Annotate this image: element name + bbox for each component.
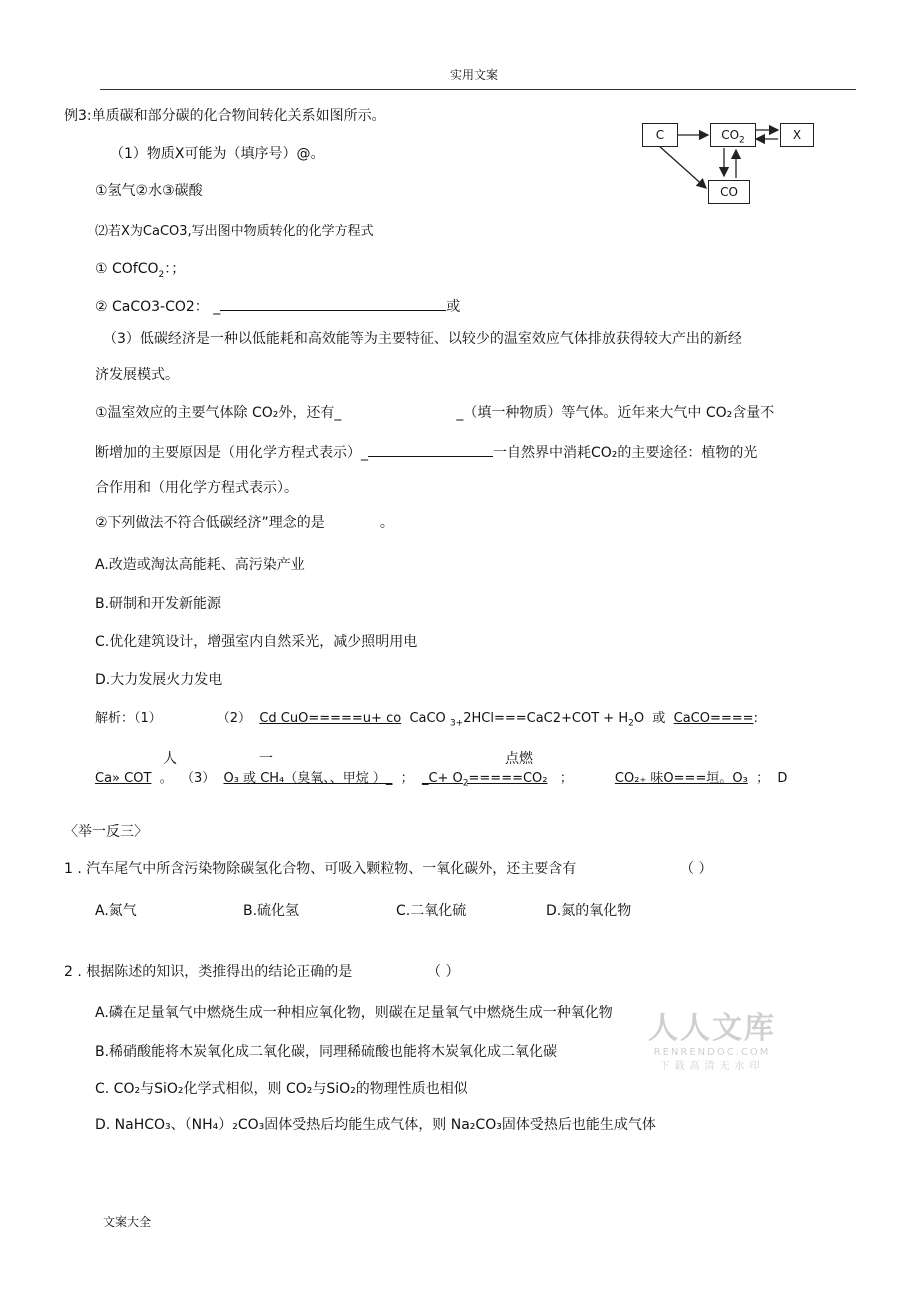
watermark-url: RENRENDOC.COM (653, 1047, 771, 1058)
analysis-above-3: 点燃 (505, 751, 533, 767)
example3-option-b: B.研制和开发新能源 (95, 596, 222, 612)
diagram-box-co2 (710, 123, 756, 147)
example3-q2a-text: ① COfCO (95, 261, 159, 277)
practice-q1-option-d: D.氮的氧化物 (546, 903, 632, 919)
header-title: 实用文案 (450, 68, 499, 82)
example3-q1-options: ①氢气②水③碳酸 (95, 183, 203, 199)
practice-q1-option-a: A.氮气 (95, 903, 137, 919)
analysis-line2 (95, 770, 787, 793)
example3-q2b-text: ② CaCO3-CO2： _ (95, 299, 221, 315)
analysis-colon: : (753, 711, 758, 726)
example3-q3a-line2 (95, 442, 757, 462)
practice-q1-paren: （ ） (680, 861, 713, 877)
analysis-eq2-a: CaCO (409, 711, 450, 726)
analysis-ans-c-tail: =====CO₂ (468, 771, 548, 786)
analysis-eq2-c: O (633, 711, 645, 726)
example3-q3b-tail: 。 (379, 515, 394, 531)
example3-q2b-tail: 或 (446, 299, 461, 315)
example3-q2b-blank (220, 296, 446, 311)
analysis-semi-1: ； (400, 771, 414, 786)
example3-q3a-line2-a: 断增加的主要原因是（用化学方程式表示）_ (95, 445, 368, 461)
example3-option-c: C.优化建筑设计，增强室内自然采光，减少照明用电 (95, 634, 418, 650)
diagram-label-co: CO (720, 185, 738, 199)
analysis-part3: （3） (180, 771, 216, 786)
analysis-eq4: Ca» COT (95, 771, 152, 786)
practice-q1-option-c: C.二氧化硫 (396, 903, 467, 919)
example3-q3a-line3: 合作用和（用化学方程式表示）。 (95, 480, 298, 496)
analysis-part2: （2） (216, 711, 252, 726)
analysis-above-1: 人 (163, 751, 177, 767)
example3-intro: 例3:单质碳和部分碳的化合物间转化关系如图所示。 (64, 108, 386, 124)
diagram-box-x (780, 123, 814, 147)
analysis-label: 解析：（1） (95, 711, 162, 726)
example3-q2-intro: ⑵若X为CaCO3,写出图中物质转化的化学方程式 (95, 224, 374, 239)
footer-text: 文案大全 (103, 1215, 152, 1229)
example3-q1: （1）物质X可能为（填序号）@。 (110, 146, 325, 162)
analysis-dot: 。 (159, 771, 173, 786)
example3-q2b (95, 296, 460, 316)
example3-q3a-line2-b: 一自然界中消耗CO₂的主要途径：植物的光 (493, 445, 758, 461)
header-divider (100, 89, 856, 90)
example3-q3-line1: （3）低碳经济是一种以低能耗和高效能等为主要特征、以较少的温室效应气体排放获得较大产出的新经 (103, 331, 742, 347)
practice-q2: 2 . 根据陈述的知识，类推得出的结论正确的是 (64, 964, 353, 980)
analysis-above-2: 一 (259, 751, 273, 767)
watermark-title: 人人文库 (648, 1011, 776, 1046)
diagram-box-c (642, 123, 678, 147)
practice-heading: 〈举一反三〉 (64, 824, 148, 840)
analysis-ans-c-a: _C+ O (421, 771, 463, 786)
analysis-ans-c-sub: 2 (462, 778, 469, 789)
analysis-eq2-b: 2HCl===CaC2+COT + H (463, 711, 629, 726)
diagram-label-c: C (655, 128, 665, 142)
analysis-eq1: Cd CuO=====u+ co (259, 711, 402, 726)
watermark (648, 1012, 776, 1074)
diagram-label-co2: CO (721, 128, 740, 142)
example3-q3a-line1-b: _（填一种物质）等气体。近年来大气中 CO₂含量不 (456, 405, 775, 421)
analysis-line1 (95, 710, 758, 733)
analysis-ans-c (421, 771, 548, 789)
analysis-eq2-sub: 3+ (449, 718, 464, 729)
practice-q2-option-c: C. CO₂与SiO₂化学式相似，则 CO₂与SiO₂的物理性质也相似 (95, 1081, 468, 1097)
example3-q2a-tail: ：； (164, 261, 186, 277)
practice-q2-option-b: B.稀硝酸能将木炭氧化成二氧化碳，同理稀硫酸也能将木炭氧化成二氧化碳 (95, 1044, 558, 1060)
practice-q2-option-a: A.磷在足量氧气中燃烧生成一种相应氧化物，则碳在足量氧气中燃烧生成一种氧化物 (95, 1005, 613, 1021)
analysis-semi-2: ； (559, 771, 573, 786)
practice-q1: 1 . 汽车尾气中所含污染物除碳氢化合物、可吸入颗粒物、一氧化碳外，还主要含有 (64, 861, 577, 877)
practice-q1-option-b: B.硫化氢 (243, 903, 300, 919)
example3-option-d: D.大力发展火力发电 (95, 672, 223, 688)
analysis-or: 或 (652, 711, 666, 726)
practice-q2-paren: （ ） (427, 964, 460, 980)
analysis-ans-last: CO₂₊ 味O===垣。O₃ (614, 771, 748, 786)
example3-q3-line2: 济发展模式。 (95, 367, 179, 383)
example3-q2a (95, 260, 185, 284)
example3-q2a-sub: 2 (158, 269, 165, 280)
analysis-eq2-h2o-sub: 2 (628, 718, 634, 729)
example3-q3a-line1-a: ①温室效应的主要气体除 CO₂外，还有_ (95, 405, 342, 421)
diagram-box-co (708, 180, 750, 204)
example3-option-a: A.改造或淘汰高能耗、高污染产业 (95, 557, 305, 573)
example3-q3a-line1 (95, 404, 774, 422)
watermark-subtitle: 下载高清无水印 (659, 1061, 765, 1072)
practice-q2-option-d: D. NaHCO₃、（NH₄）₂CO₃固体受热后均能生成气体，则 Na₂CO₃固体受热后也能生成气体 (95, 1117, 656, 1133)
analysis-ans-o3: O₃ 或 CH₄（臭氧、、甲烷 ）_ (223, 771, 393, 786)
diagram-label-co2-sub: 2 (739, 135, 745, 146)
analysis-semi-3: ； (756, 771, 770, 786)
conversion-diagram (636, 112, 826, 212)
example3-q3b (95, 514, 394, 532)
analysis-ans-d: D (777, 771, 788, 786)
diagram-label-x: X (792, 128, 802, 142)
example3-q3b-text: ②下列做法不符合低碳经济”理念的是 (95, 515, 325, 531)
analysis-eq3: CaCO==== (673, 711, 754, 726)
example3-q3a-blank (368, 442, 493, 457)
